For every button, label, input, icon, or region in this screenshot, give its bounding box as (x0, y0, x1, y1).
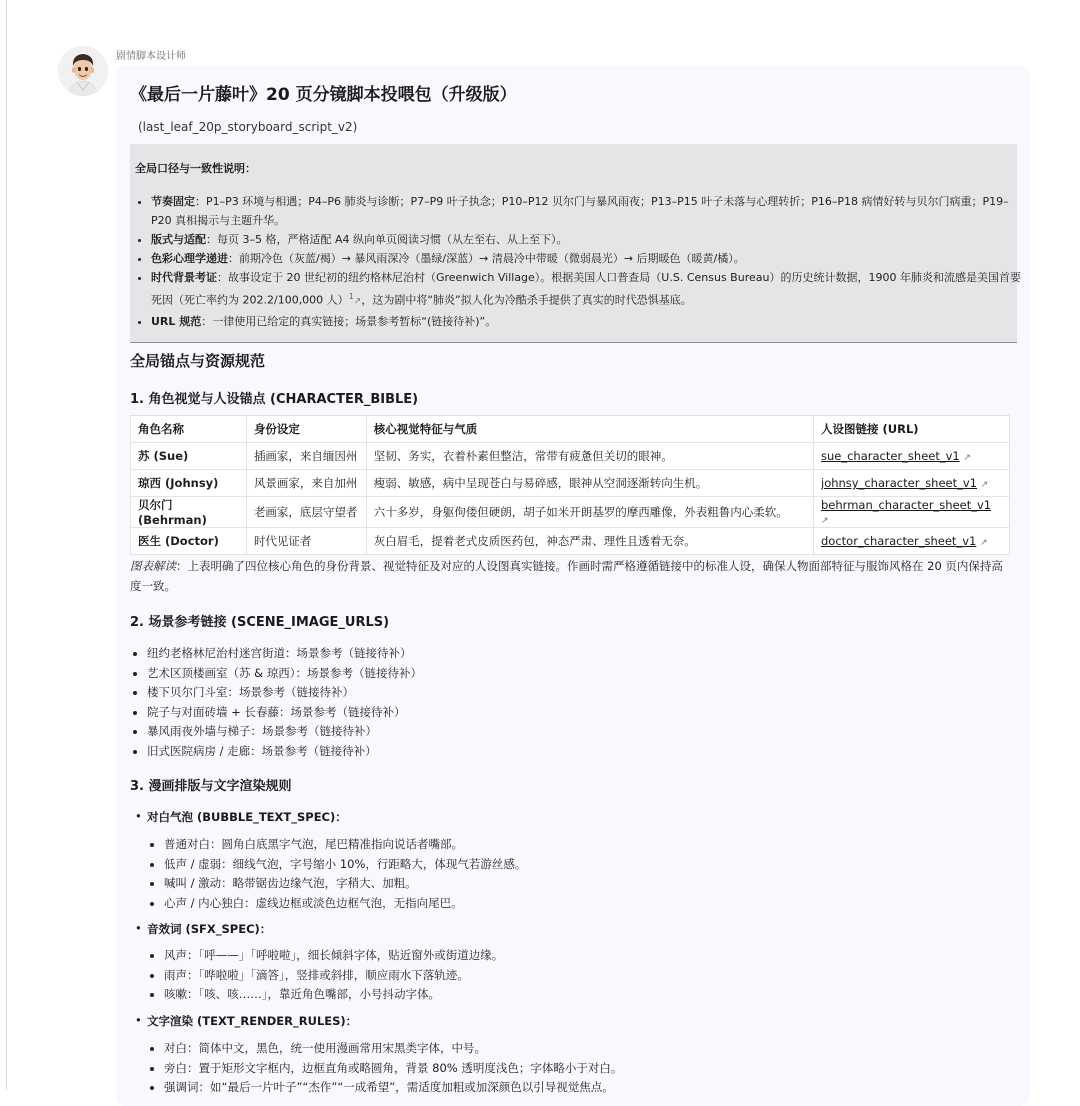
character-sheet-link[interactable]: johnsy_character_sheet_v1 (821, 476, 977, 490)
notice-item-label: 版式与适配 (151, 233, 206, 246)
character-sheet-link[interactable]: doctor_character_sheet_v1 (821, 534, 977, 548)
column-header: 身份设定 (246, 416, 366, 443)
notice-item-label: 时代背景考证 (151, 271, 217, 284)
avatar-cartoon-icon (58, 46, 108, 96)
table-row (131, 497, 1010, 528)
notice-list (135, 192, 1026, 331)
scene-list (130, 644, 1007, 761)
notice-item-text: ：一律使用已给定的真实链接；场景参考暂标“(链接待补)”。 (201, 314, 497, 328)
notice-item-text: ：故事设定于 20 世纪初的纽约格林尼治村（Greenwich Village）。根据美国人口普查局（U.S. Census Bureau）的历史统计数据，1900 年肺炎和流感是美国首要死因（死亡率约为 202.2/100,000 人） (151, 271, 1021, 307)
character-name: 琼西 (Johnsy) (131, 470, 247, 497)
table-row (131, 528, 1010, 555)
list-item: • 低声 / 虚弱：细线气泡，字号缩小 10%，行距略大，体现气若游丝感。 (164, 855, 1004, 875)
list-item: • 楼下贝尔门斗室：场景参考（链接待补） (147, 683, 1007, 703)
doc-subtitle: (last_leaf_20p_storyboard_script_v2) (138, 120, 358, 134)
character-sheet-link[interactable]: behrman_character_sheet_v1 (821, 498, 992, 512)
list-item: • 暴风雨夜外墙与梯子：场景参考（链接待补） (147, 722, 1007, 742)
character-bible-heading: 1. 角色视觉与人设锚点 (CHARACTER_BIBLE) (130, 392, 419, 407)
notice-item-label: URL 规范 (151, 314, 202, 328)
notice-item-text: ，这为剧中将“肺炎”拟人化为冷酷杀手提供了真实的时代恐惧基底。 (361, 293, 692, 307)
notice-item-label: 色彩心理学递进 (151, 252, 228, 265)
list-item: • 艺术区顶楼画室（苏 & 琼西）：场景参考（链接待补） (147, 664, 1007, 684)
scene-links-heading: 2. 场景参考链接 (SCENE_IMAGE_URLS) (130, 615, 390, 630)
global-notice-block (130, 144, 1021, 343)
notice-item-label: 节奏固定 (151, 195, 195, 208)
section-title: 全局锚点与资源规范 (130, 352, 266, 370)
list-item: • 旧式医院病房 / 走廊：场景参考（链接待补） (147, 742, 1007, 762)
notice-heading: 全局口径与一致性说明： (135, 162, 256, 175)
page-left-border (6, 0, 7, 1090)
character-link-cell (814, 470, 1010, 497)
notice-item (151, 192, 1026, 230)
list-item: • 强调词：如“最后一片叶子”“杰作”“一成希望”，需适度加粗或加深颜色以引导视觉焦点。 (164, 1078, 1004, 1098)
character-visual: 灰白眉毛，提着老式皮质医药包，神态严肃、理性且透着无奈。 (366, 528, 813, 555)
notice-item (151, 268, 1026, 312)
character-table (130, 415, 1010, 555)
author-name: 剧情脚本设计师 (116, 51, 186, 62)
text-render-title: • 文字渲染 (TEXT_RENDER_RULES)： (130, 1013, 357, 1029)
table-row (131, 443, 1010, 470)
list-item: • 雨声：「哗啦啦」「滴答」，竖排或斜排，顺应雨水下落轨迹。 (164, 966, 1004, 986)
list-item: • 喊叫 / 激动：略带锯齿边缘气泡，字稍大、加粗。 (164, 874, 1004, 894)
sfx-spec-title: • 音效词 (SFX_SPEC)： (130, 921, 271, 937)
column-header: 人设图链接 (URL) (814, 416, 1010, 443)
character-visual: 六十多岁，身躯佝偻但硬朗，胡子如米开朗基罗的摩西雕像，外表粗鲁内心柔软。 (366, 497, 813, 528)
character-link-cell (814, 497, 1010, 528)
bubble-spec-title: • 对白气泡 (BUBBLE_TEXT_SPEC)： (130, 809, 347, 825)
author-avatar[interactable] (58, 46, 108, 96)
column-header: 核心视觉特征与气质 (366, 416, 813, 443)
sfx-spec-list (147, 946, 1004, 1005)
character-sheet-link[interactable]: sue_character_sheet_v1 (821, 449, 960, 463)
list-item: • 对白：简体中文，黑色，统一使用漫画常用宋黑类字体，中号。 (164, 1039, 1004, 1059)
table-note-text: ：上表明确了四位核心角色的身份背景、视觉特征及对应的人设图真实链接。作画时需严格遵循链接中的标准人设，确保人物面部特征与服饰风格在 20 页内保持高度一致。 (130, 559, 1003, 593)
character-visual: 瘦弱、敏感，病中呈现苍白与易碎感，眼神从空洞逐渐转向生机。 (366, 470, 813, 497)
doc-title: 《最后一片藤叶》20 页分镜脚本投喂包（升级版） (130, 85, 517, 105)
external-link-icon[interactable]: ↗ (821, 516, 829, 526)
notice-item (151, 230, 1026, 249)
table-header-row (131, 416, 1010, 443)
message-card (116, 66, 1030, 1106)
notice-item-text: ：P1–P3 环境与相遇；P4–P6 肺炎与诊断；P7–P9 叶子执念；P10–P12 贝尔门与暴风雨夜；P13–P15 叶子未落与心理转折；P16–P18 病情好转与贝尔门病重；P19–P20 真相揭示与主题升华。 (151, 195, 1009, 227)
external-link-icon[interactable]: ↗ (353, 296, 362, 307)
character-identity: 时代见证者 (246, 528, 366, 555)
list-item: • 纽约老格林尼治村迷宫街道：场景参考（链接待补） (147, 644, 1007, 664)
external-link-icon[interactable]: ↗ (963, 453, 971, 463)
list-item: • 心声 / 内心独白：虚线边框或淡色边框气泡，无指向尾巴。 (164, 894, 1004, 914)
table-row (131, 470, 1010, 497)
notice-item (151, 249, 1026, 268)
character-link-cell (814, 528, 1010, 555)
character-identity: 老画家，底层守望者 (246, 497, 366, 528)
character-name: 贝尔门 (Behrman) (131, 497, 247, 528)
notice-item-text: ：每页 3–5 格，严格适配 A4 纵向单页阅读习惯（从左至右、从上至下）。 (206, 233, 568, 246)
layout-rules-heading: 3. 漫画排版与文字渲染规则 (130, 779, 292, 794)
list-item: • 风声：「呼——」「呼啦啦」，细长倾斜字体，贴近窗外或街道边缘。 (164, 946, 1004, 966)
list-item: • 院子与对面砖墙 + 长春藤：场景参考（链接待补） (147, 703, 1007, 723)
bubble-spec-list (147, 835, 1004, 913)
character-link-cell (814, 443, 1010, 470)
external-link-icon[interactable]: ↗ (979, 538, 988, 548)
notice-item-text: ：前期冷色（灰蓝/褐）→ 暴风雨深冷（墨绿/深蓝）→ 清晨冷中带暖（微弱晨光）→ 后期暖色（暖黄/橘）。 (228, 252, 745, 265)
notice-item (151, 312, 1026, 331)
table-note-label: 图表解读 (130, 559, 176, 573)
table-note (130, 556, 1010, 596)
character-name: 苏 (Sue) (131, 443, 247, 470)
column-header: 角色名称 (131, 416, 247, 443)
list-item: • 咳嗽：「咳、咳……」，靠近角色嘴部，小号抖动字体。 (164, 985, 1004, 1005)
character-identity: 风景画家，来自加州 (246, 470, 366, 497)
text-render-list (147, 1039, 1004, 1098)
character-identity: 插画家，来自缅因州 (246, 443, 366, 470)
character-name: 医生 (Doctor) (131, 528, 247, 555)
citation-link[interactable]: 1 (348, 292, 354, 301)
list-item: • 普通对白：圆角白底黑字气泡，尾巴精准指向说话者嘴部。 (164, 835, 1004, 855)
character-visual: 坚韧、务实，衣着朴素但整洁，常带有疲惫但关切的眼神。 (366, 443, 813, 470)
list-item: • 旁白：置于矩形文字框内，边框直角或略圆角，背景 80% 透明度浅色；字体略小于对白。 (164, 1059, 1004, 1079)
external-link-icon[interactable]: ↗ (980, 480, 989, 490)
